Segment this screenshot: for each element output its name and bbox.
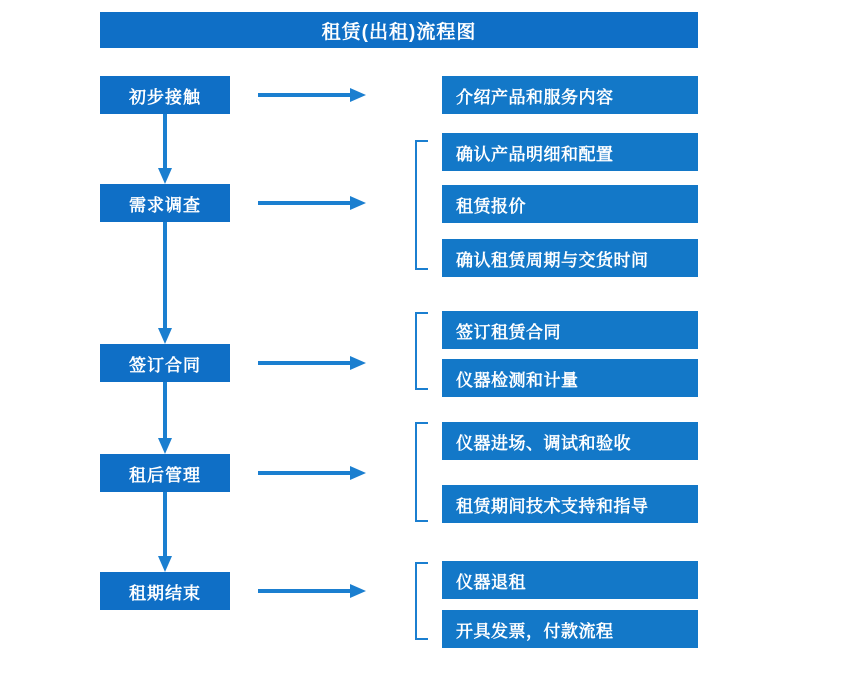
group-bracket-3 [414,312,430,390]
task-label-10: 开具发票，付款流程 [456,621,614,641]
task-box-3[interactable] [442,185,698,223]
horizontal-arrow-4 [258,465,366,481]
vertical-arrow-3 [157,382,173,454]
task-box-7[interactable] [442,422,698,460]
task-label-5: 签订租赁合同 [456,322,561,342]
task-label-1: 介绍产品和服务内容 [456,87,614,107]
task-label-9: 仪器退租 [456,572,526,592]
horizontal-arrow-3 [258,355,366,371]
task-box-8[interactable] [442,485,698,523]
stage-label-4: 租后管理 [129,465,201,485]
task-label-8: 租赁期间技术支持和指导 [456,496,649,516]
horizontal-arrow-2 [258,195,366,211]
stage-label-2: 需求调查 [129,195,201,215]
task-box-6[interactable] [442,359,698,397]
group-bracket-4 [414,422,430,522]
task-label-4: 确认租赁周期与交货时间 [456,250,649,270]
vertical-arrow-2 [157,222,173,344]
vertical-arrow-4 [157,492,173,572]
task-box-9[interactable] [442,561,698,599]
stage-box-4[interactable] [100,454,230,492]
task-label-2: 确认产品明细和配置 [456,144,614,164]
task-box-2[interactable] [442,133,698,171]
task-box-5[interactable] [442,311,698,349]
task-box-1[interactable] [442,76,698,114]
chart-title: 租赁(出租)流程图 [100,12,698,48]
task-box-4[interactable] [442,239,698,277]
task-label-3: 租赁报价 [456,196,526,216]
stage-label-5: 租期结束 [129,583,201,603]
group-bracket-2 [414,140,430,270]
stage-box-1[interactable] [100,76,230,114]
task-box-10[interactable] [442,610,698,648]
group-bracket-5 [414,562,430,640]
vertical-arrow-1 [157,114,173,184]
task-label-7: 仪器进场、调试和验收 [456,433,631,453]
horizontal-arrow-5 [258,583,366,599]
task-label-6: 仪器检测和计量 [456,370,579,390]
stage-box-5[interactable] [100,572,230,610]
stage-box-3[interactable] [100,344,230,382]
horizontal-arrow-1 [258,87,366,103]
stage-box-2[interactable] [100,184,230,222]
stage-label-1: 初步接触 [129,87,201,107]
stage-label-3: 签订合同 [129,355,201,375]
